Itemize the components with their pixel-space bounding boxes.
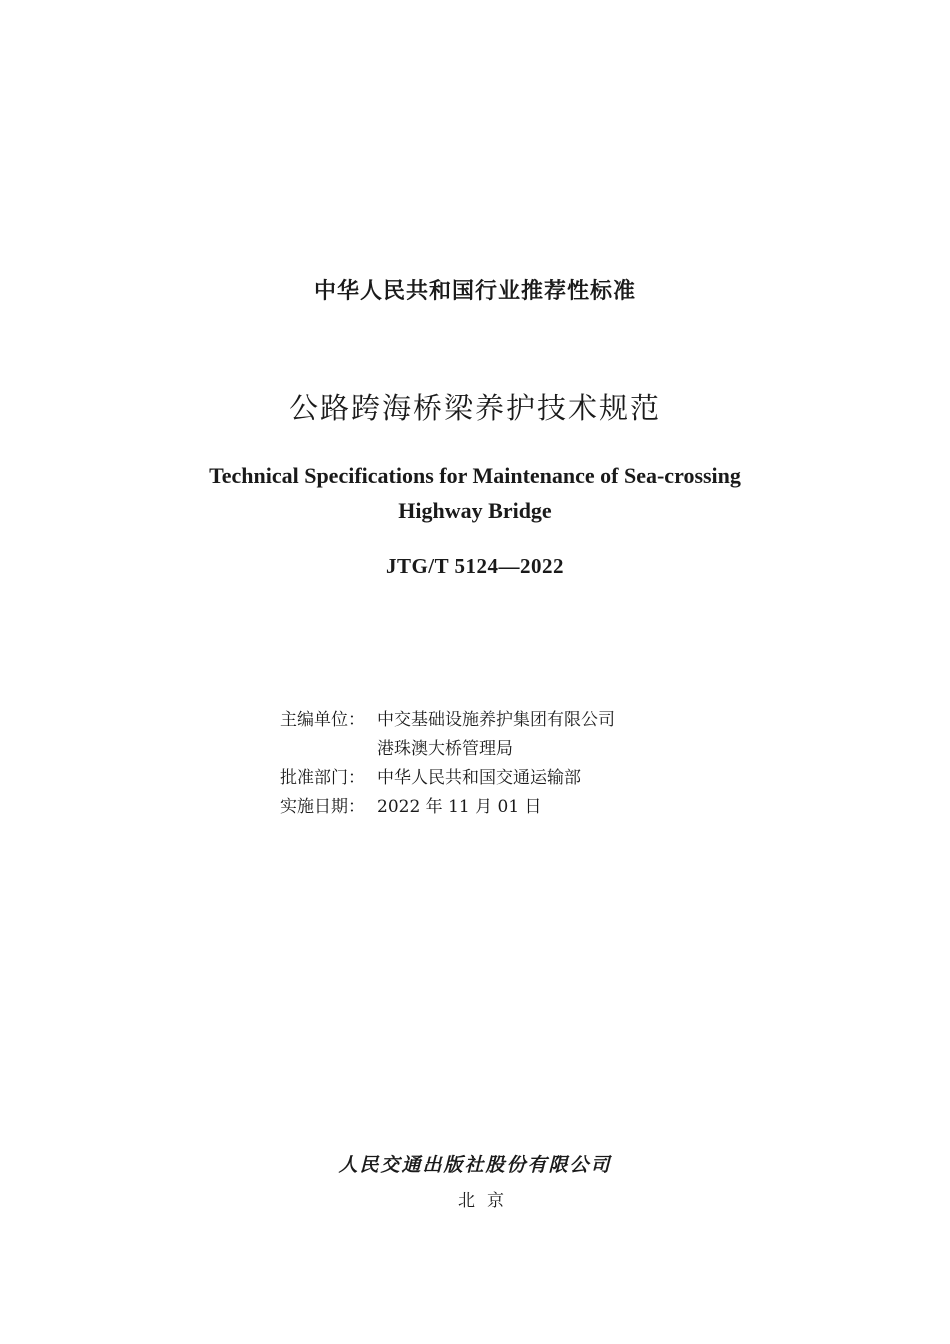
editor-value-2: 港珠澳大桥管理局 [377,739,513,759]
english-title-line-1: Technical Specifications for Maintenance of Sea-crossing [209,463,741,488]
approver-row [280,764,615,793]
publisher-city: 北京 [458,1191,516,1211]
english-title-line-2: Highway Bridge [398,498,552,523]
standard-category: 中华人民共和国行业推荐性标准 [313,279,636,304]
approver-label: 批准部门： [280,768,365,788]
approver-value: 中华人民共和国交通运输部 [377,768,581,788]
editor-label-spacer [280,735,377,764]
meta-block [280,706,615,822]
english-title [0,458,950,528]
chinese-title: 公路跨海桥梁养护技术规范 [288,391,661,425]
publisher-name: 人民交通出版社股份有限公司 [338,1154,612,1176]
effective-date-label: 实施日期： [280,797,365,817]
editor-row [280,706,615,735]
editor-value-1: 中交基础设施养护集团有限公司 [377,710,615,730]
effective-date-value: 2022 年 11 月 01 日 [377,797,542,817]
editor-row-2 [280,735,615,764]
effective-date-row [280,793,615,822]
editor-label: 主编单位： [280,710,365,730]
standard-code: JTG/T 5124—2022 [385,554,565,578]
